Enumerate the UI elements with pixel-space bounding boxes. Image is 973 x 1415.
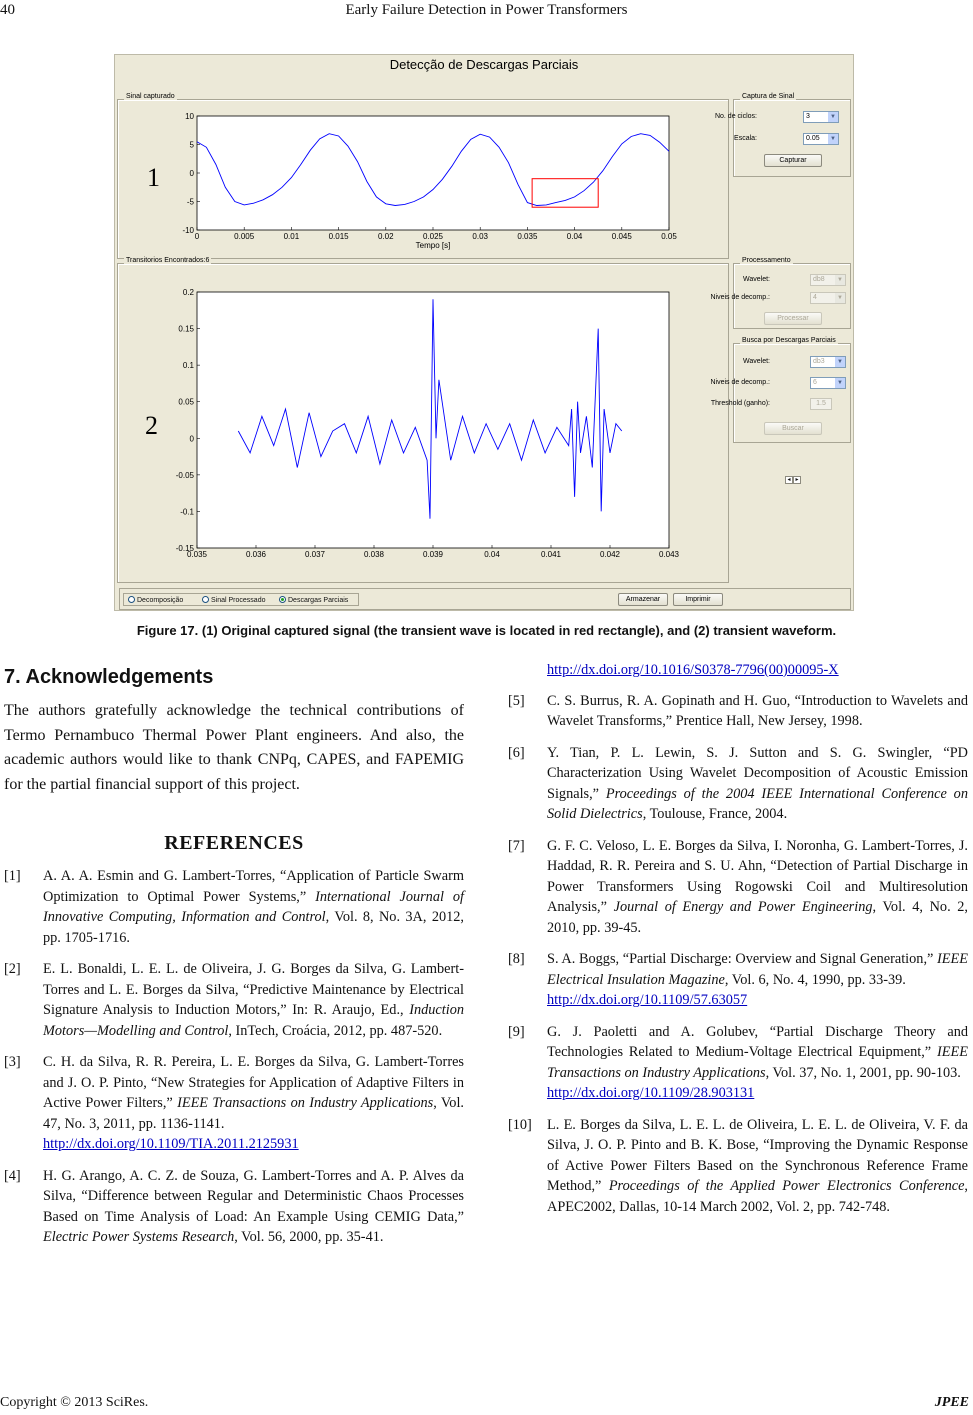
processing-levels-select[interactable]: 4 ▼	[810, 292, 846, 304]
figure-17-window	[114, 54, 854, 611]
y-tick-label: 0.05	[178, 397, 194, 407]
running-head	[0, 0, 973, 24]
reference-details: , InTech, Croácia, 2012, pp. 487-520.	[228, 1022, 443, 1039]
search-wavelet-select[interactable]: db3 ▼	[810, 356, 846, 368]
scroll-left-button[interactable]: ◂	[785, 476, 793, 484]
scale-label: Escala:	[734, 135, 757, 142]
captured-signal-panel-title: Sinal capturado	[126, 93, 175, 100]
reference-text: G. F. C. Veloso, L. E. Borges da Silva, I. Noronha, G. Lambert-Torres, J. Haddad, R. R. Pereira and S. U. Ahn, “Detection of Partial Discharge in Power Transformers Using Rogowski Coil and Multiresolution Analysis,”	[547, 837, 968, 915]
cycles-select[interactable]: 3 ▼	[803, 111, 839, 123]
chevron-down-icon: ▼	[835, 293, 845, 303]
capture-panel	[714, 93, 851, 177]
processing-wavelet-label: Wavelet:	[743, 276, 770, 283]
chevron-down-icon: ▼	[835, 378, 845, 388]
y-tick-label: 0.2	[182, 288, 194, 297]
search-levels-select[interactable]: 6 ▼	[810, 377, 846, 389]
reference-source: IEEE Electrical Insulation Magazine	[547, 951, 968, 988]
reference-link[interactable]: http://dx.doi.org/10.1016/S0378-7796(00)00095-X	[547, 662, 839, 678]
y-tick-label: -10	[182, 226, 194, 235]
axis-scroll-buttons	[785, 476, 801, 484]
y-tick-label: -5	[186, 197, 194, 207]
copyright-notice: Copyright © 2013 SciRes.	[0, 1395, 149, 1410]
processing-wavelet-select[interactable]: db8 ▼	[810, 274, 846, 286]
reference-number: [8]	[508, 951, 525, 967]
search-button[interactable]: Buscar	[764, 422, 822, 435]
y-tick-label: -0.1	[180, 507, 194, 517]
reference-number: [5]	[508, 692, 525, 709]
reference-item	[508, 836, 968, 939]
x-tick-label: 0.015	[328, 232, 349, 241]
marker-2: 2	[145, 411, 158, 440]
x-tick-label: 0.03	[472, 232, 488, 241]
x-tick-label: 0.041	[540, 550, 562, 559]
reference-text: C. H. da Silva, R. R. Pereira, L. E. Borges da Silva, G. Lambert-Torres and J. O. P. Pinto, “New Strategies for Application of Adaptive Filters in Active Power Filters,”	[43, 1054, 464, 1111]
y-tick-label: 0.15	[178, 324, 194, 334]
reference-source: IEEE Transactions on Industry Applications	[547, 1044, 968, 1081]
reference-source: Journal of Energy and Power Engineering	[613, 899, 873, 915]
reference-number: [3]	[4, 1054, 21, 1070]
reference-number: [10]	[508, 1116, 532, 1133]
reference-number: [4]	[4, 1167, 21, 1184]
search-panel-title: Busca por Descargas Parciais	[742, 337, 836, 344]
reference-link[interactable]: http://dx.doi.org/10.1109/57.63057	[547, 992, 748, 1008]
reference-text: Y. Tian, P. L. Lewin, S. J. Sutton and S. G. Swingler, “PD Characterization Using Wavelet Decomposition of Acoustic Emission Signals,”	[547, 744, 968, 802]
process-button[interactable]: Processar	[764, 312, 822, 325]
chevron-down-icon: ▼	[835, 357, 845, 367]
x-tick-label: 0.04	[566, 232, 583, 241]
x-tick-label: 0.01	[283, 232, 300, 241]
section-heading: 7. Acknowledgements	[4, 666, 214, 688]
y-tick-label: 0	[189, 169, 194, 178]
x-tick-label: 0.045	[611, 232, 632, 241]
reference-number: [2]	[4, 961, 21, 977]
x-tick-label: 0.025	[422, 232, 444, 241]
reference-item	[508, 1115, 968, 1218]
acknowledgements-text: The authors gratefully acknowledge the technical contributions of Termo Pernambuco Thermal Power Plant engineers. And also, the academic authors would like to thank CNPq, CAPES, and FAPEMIG for the partial financial support of this project.	[4, 702, 464, 793]
reference-item	[508, 1022, 968, 1104]
reference-details: , Vol. 47, No. 3, 2011, pp. 1136-1141.	[43, 1095, 465, 1132]
capture-panel-title: Captura de Sinal	[742, 93, 795, 100]
radio-icon	[128, 596, 135, 603]
reference-number: [6]	[508, 744, 525, 761]
reference-details: , APEC2002, Dallas, 10-14 March 2002, Vol. 2, pp. 742-748.	[547, 1178, 968, 1215]
radio-selected-icon	[279, 596, 286, 603]
reference-list-right	[508, 691, 968, 1218]
reference-item	[4, 959, 464, 1041]
figure-caption: Figure 17. (1) Original captured signal (the transient wave is located in red rectangle), and (2) transient waveform.	[136, 623, 837, 638]
bottom-control-bar	[119, 588, 851, 610]
view-radio-group	[123, 593, 359, 606]
reference-text: S. A. Boggs, “Partial Discharge: Overview and Signal Generation,”	[547, 951, 938, 967]
chevron-down-icon: ▼	[828, 112, 838, 122]
reference-text: E. L. Bonaldi, L. E. L. de Oliveira, J. G. Borges da Silva, G. Lambert-Torres and L. E. Borges da Silva, “Predictive Maintenance by Electrical Signature Analysis to Induction Motors,” In: R. Araujo, Ed.,	[43, 961, 464, 1018]
reference-text: A. A. A. Esmin and G. Lambert-Torres, “Application of Particle Swarm Optimization to Optimal Power Systems,”	[43, 868, 464, 905]
x-tick-label: 0.043	[658, 550, 680, 559]
reference-source: Proceedings of the Applied Power Electronics Conference	[608, 1178, 965, 1194]
reference-text: H. G. Arango, A. C. Z. de Souza, G. Lambert-Torres and A. P. Alves da Silva, “Difference between Regular and Deterministic Chaos Processes Based on Time Analysis of Load: An Example Using CEMIG Data,”	[43, 1167, 464, 1225]
radio-processed-signal[interactable]: Sinal Processado	[202, 596, 265, 604]
reference-number: [1]	[4, 868, 21, 884]
processing-panel-title: Processamento	[742, 257, 791, 264]
reference-item	[508, 691, 968, 732]
x-tick-label: 0.035	[186, 550, 208, 559]
reference-source: International Journal of Innovative Computing, Information and Control	[43, 888, 464, 925]
processing-levels-label: Niveis de decomp.:	[710, 294, 770, 301]
window-title: Detecção de Descargas Parciais	[389, 57, 579, 72]
reference-number: [9]	[508, 1023, 525, 1040]
page-number: 40	[0, 2, 15, 18]
left-column	[4, 660, 464, 1259]
reference-details: , Vol. 8, No. 3A, 2012, pp. 1705-1716.	[43, 909, 464, 946]
reference-source: Proceedings of the 2004 IEEE International Conference on Solid Dielectrics	[547, 785, 968, 822]
y-tick-label: 0.1	[182, 361, 194, 371]
reference-details: , Vol. 6, No. 4, 1990, pp. 33-39.	[724, 971, 906, 988]
reference-details: , Vol. 56, 2000, pp. 35-41.	[234, 1229, 384, 1245]
scroll-right-button[interactable]: ▸	[793, 476, 801, 484]
x-tick-label: 0.035	[517, 232, 538, 241]
reference-item	[4, 1166, 464, 1248]
reference-details: , Vol. 37, No. 1, 2001, pp. 90-103.	[765, 1064, 961, 1081]
radio-icon	[202, 596, 209, 603]
reference-text: L. E. Borges da Silva, L. E. L. de Oliveira, L. E. L. de Oliveira, V. F. da Silva, J. O. P. Pinto and B. K. Bose, “Improving the Dynamic Response of Active Power Filters Based on the Synchronous Reference Frame Method,”	[547, 1116, 968, 1194]
x-tick-label: 0.05	[661, 232, 677, 241]
reference-4-url	[508, 660, 968, 681]
search-wavelet-label: Wavelet:	[743, 358, 770, 365]
reference-source: IEEE Transactions on Industry Applications	[177, 1095, 434, 1111]
transients-panel-title: Transitorios Encontrados:6	[126, 257, 210, 264]
x-tick-label: 0.02	[378, 232, 394, 241]
reference-link[interactable]: http://dx.doi.org/10.1109/28.903131	[547, 1085, 755, 1101]
y-tick-label: -0.05	[175, 470, 194, 480]
threshold-label: Threshold (ganho):	[710, 400, 770, 407]
y-tick-label: 0	[189, 434, 194, 444]
y-tick-label: -0.15	[175, 544, 194, 553]
x-tick-label: 0.04	[484, 550, 500, 559]
reference-details: , Toulouse, France, 2004.	[642, 806, 788, 822]
scale-select[interactable]: 0.05 ▼	[803, 133, 839, 145]
reference-source: Electric Power Systems Research	[43, 1229, 235, 1245]
journal-name: JPEE	[934, 1395, 969, 1410]
reference-number: [7]	[508, 837, 525, 854]
chevron-down-icon: ▼	[835, 275, 845, 285]
y-tick-label: 5	[189, 140, 194, 150]
x-tick-label: 0.005	[234, 232, 255, 241]
chevron-down-icon: ▼	[828, 134, 838, 144]
search-panel	[710, 337, 851, 443]
reference-list-left	[4, 866, 464, 1248]
right-column	[508, 660, 968, 1228]
references-heading: REFERENCES	[164, 832, 304, 854]
reference-text: G. J. Paoletti and A. Golubev, “Partial Discharge Theory and Technologies Related to Medium-Voltage Electrical Equipment,”	[547, 1023, 968, 1060]
reference-item	[508, 743, 968, 825]
y-tick-label: 10	[185, 112, 194, 121]
cycles-label: No. de ciclos:	[714, 113, 757, 120]
processing-panel	[710, 257, 851, 329]
reference-item	[4, 866, 464, 948]
search-levels-label: Niveis de decomp.:	[710, 379, 770, 386]
x-tick-label: 0.037	[304, 550, 326, 559]
reference-link[interactable]: http://dx.doi.org/10.1109/TIA.2011.2125931	[43, 1136, 299, 1152]
running-title: Early Failure Detection in Power Transformers	[345, 2, 628, 18]
store-button[interactable]: Armazenar	[618, 593, 668, 606]
radio-decomposition[interactable]: Decomposição	[128, 596, 183, 604]
radio-partial-discharges[interactable]: Descargas Parciais	[279, 596, 348, 604]
capture-button[interactable]: Capturar	[764, 154, 822, 167]
x-tick-label: 0.036	[245, 550, 267, 559]
print-button[interactable]: Imprimir	[673, 593, 723, 606]
x-tick-label: 0.038	[363, 550, 385, 559]
x-axis-label: Tempo [s]	[415, 241, 451, 250]
threshold-input[interactable]: 1.5	[810, 398, 832, 410]
x-tick-label: 0	[194, 232, 200, 241]
x-tick-label: 0.039	[422, 550, 444, 559]
reference-item	[508, 949, 968, 1011]
x-tick-label: 0.042	[599, 550, 621, 559]
marker-1: 1	[147, 163, 160, 192]
reference-text: C. S. Burrus, R. A. Gopinath and H. Guo, “Introduction to Wavelets and Wavelet Transforms,” Prentice Hall, New Jersey, 1998.	[547, 692, 968, 729]
reference-source: Induction Motors—Modelling and Control	[43, 1002, 464, 1039]
reference-details: , Vol. 4, No. 2, 2010, pp. 39-45.	[547, 899, 968, 936]
reference-item	[4, 1052, 464, 1155]
